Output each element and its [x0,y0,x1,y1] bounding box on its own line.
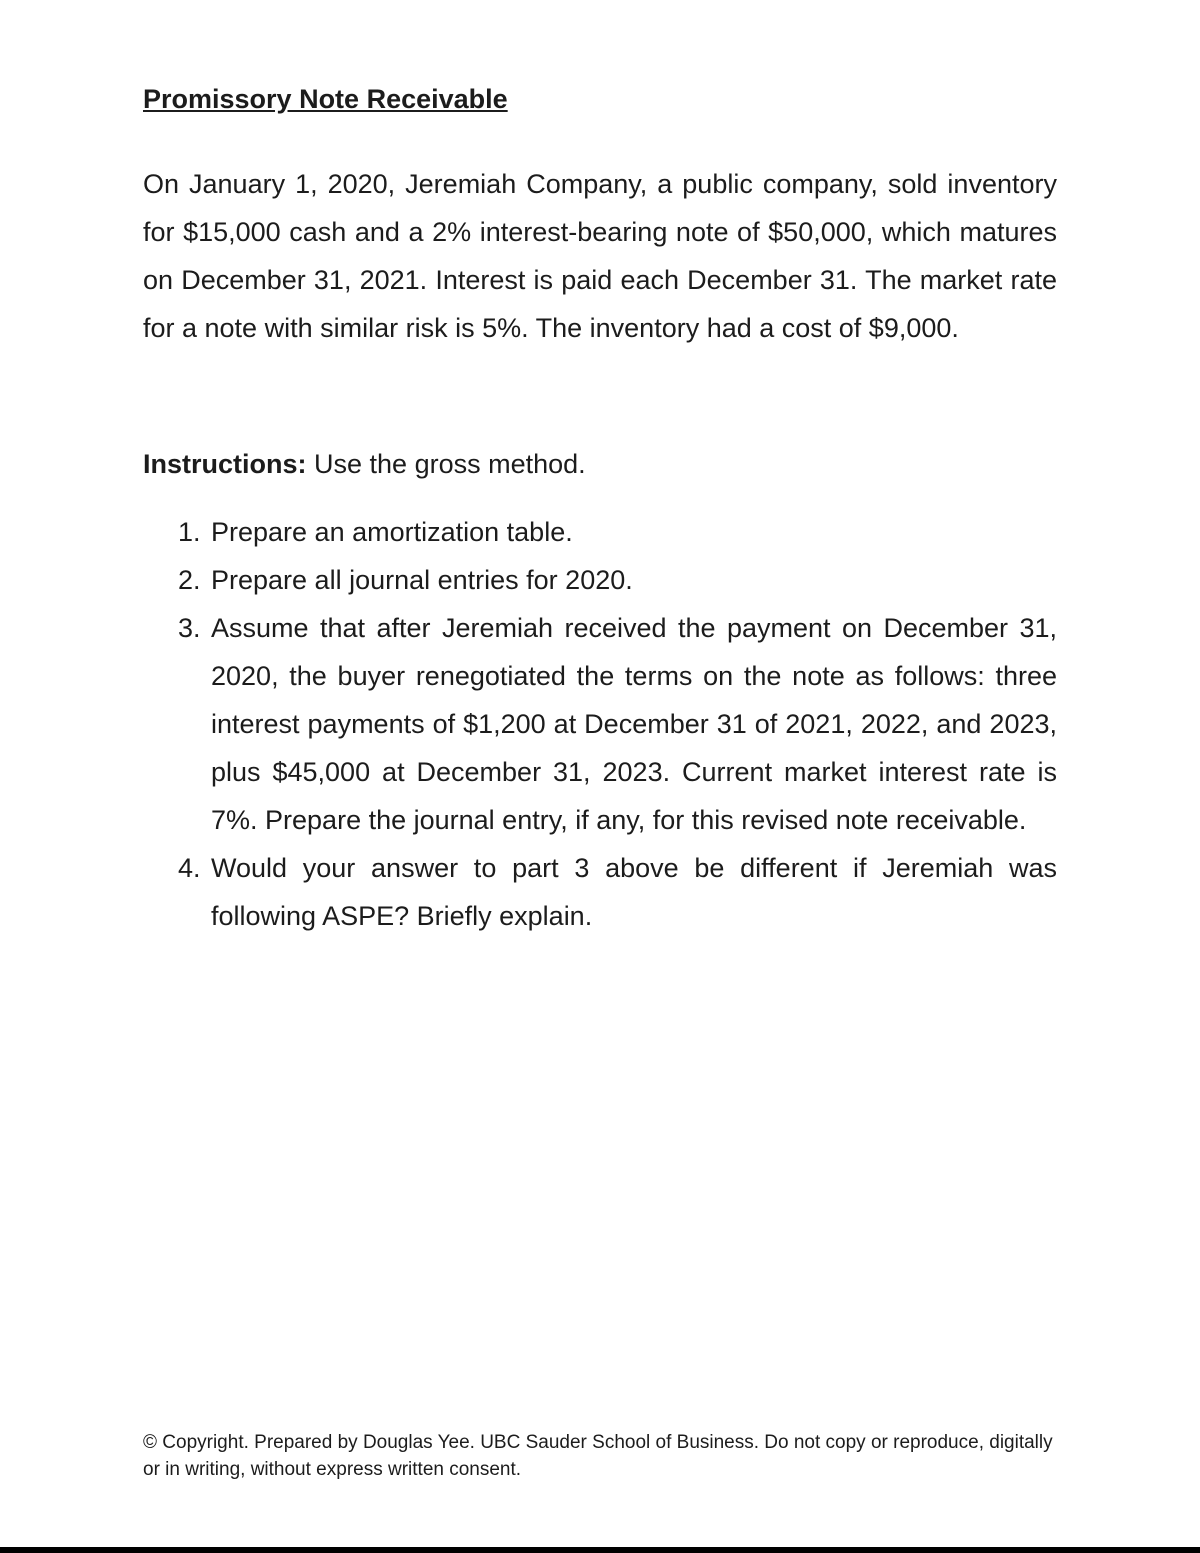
instructions-text: Use the gross method. [306,449,586,479]
list-item [143,556,1057,604]
copyright-footer: © Copyright. Prepared by Douglas Yee. UBC Sauder School of Business. Do not copy or reproduce, digitally or in writing, without express written consent. [143,1432,1053,1480]
list-item [143,508,1057,556]
instruction-list [143,508,1057,940]
list-item-number: 2. [178,565,201,595]
list-item [143,844,1057,940]
list-item-text: Prepare all journal entries for 2020. [211,565,633,595]
list-item [143,604,1057,844]
list-item-text: Assume that after Jeremiah received the payment on December 31, 2020, the buyer renegotiated the terms on the note as follows: three interest payments of $1,200 at December 31 of 2021, 2022, and 2023, plus $45,000 at December 31, 2023. Current market interest rate is 7%. Prepare the journal entry, if any, for this revised note receivable. [211,613,1057,835]
list-item-text: Prepare an amortization table. [211,517,573,547]
document-title: Promissory Note Receivable [143,84,508,114]
page-bottom-edge [0,1547,1200,1553]
list-item-text: Would your answer to part 3 above be different if Jeremiah was following ASPE? Briefly explain. [211,853,1057,931]
list-item-number: 3. [178,613,201,643]
list-item-number: 4. [178,853,201,883]
instructions-line [143,440,1057,488]
list-item-number: 1. [178,517,201,547]
instructions-label: Instructions: [143,449,307,479]
intro-paragraph: On January 1, 2020, Jeremiah Company, a public company, sold inventory for $15,000 cash and a 2% interest-bearing note of $50,000, which matures on December 31, 2021. Interest is paid each December 31. The market rate for a note with similar risk is 5%. The inventory had a cost of $9,000. [143,169,1057,343]
